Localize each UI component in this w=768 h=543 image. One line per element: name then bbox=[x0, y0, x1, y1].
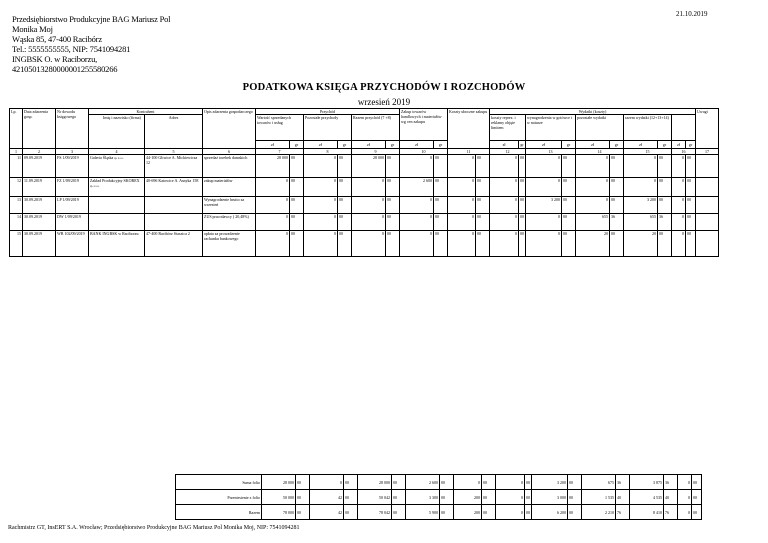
amount-gr: 00 bbox=[290, 197, 304, 214]
amount-gr: 00 bbox=[434, 197, 448, 214]
row-doc: FZ 1/09/2019 bbox=[56, 178, 89, 197]
amount-zl: 3 200 bbox=[532, 475, 568, 490]
zl: zł bbox=[576, 141, 610, 149]
gr: gr bbox=[562, 141, 576, 149]
amount-zl: 0 bbox=[672, 231, 686, 257]
amount-zl: 0 bbox=[448, 197, 476, 214]
amount-zl: 28 000 bbox=[358, 475, 392, 490]
amount-gr: 00 bbox=[434, 231, 448, 257]
amount-zl: 0 bbox=[400, 214, 434, 231]
gr: gr bbox=[658, 141, 672, 149]
amount-zl: 0 bbox=[526, 155, 562, 178]
amount-gr: 00 bbox=[525, 490, 532, 505]
row-address: 40-696 Katowice A. Asnyka 158 bbox=[145, 178, 203, 197]
hdr-total-exp: razem wydatki (12+13+14) bbox=[624, 115, 672, 141]
print-date: 21.10.2019 bbox=[676, 10, 708, 18]
contractor-name: BANK INGBSK w Raciborzu bbox=[90, 231, 139, 236]
amount-gr: 00 bbox=[290, 155, 304, 178]
hdr-name: Imię i nazwisko (firma) bbox=[89, 115, 145, 149]
company-account: 42105013280000001255580266 bbox=[12, 64, 118, 74]
amount-zl: 0 bbox=[672, 155, 686, 178]
col-num: 5 bbox=[145, 149, 203, 155]
amount-gr: 00 bbox=[338, 178, 352, 197]
row-notes bbox=[696, 178, 719, 197]
amount-gr: 00 bbox=[568, 475, 582, 490]
amount-zl: 0 bbox=[448, 178, 476, 197]
table-row bbox=[10, 155, 719, 178]
amount-zl: 0 bbox=[310, 475, 344, 490]
amount-gr: 00 bbox=[296, 490, 310, 505]
amount-gr: 00 bbox=[290, 178, 304, 197]
row-date: 30.09.2019 bbox=[23, 214, 56, 231]
row-date: 30.09.2019 bbox=[23, 231, 56, 257]
amount-zl: 0 bbox=[448, 214, 476, 231]
hdr-other-exp: pozostałe wydatki bbox=[576, 115, 624, 141]
amount-zl: 50 000 bbox=[262, 490, 296, 505]
amount-gr: 00 bbox=[476, 178, 490, 197]
amount-zl: 0 bbox=[496, 505, 525, 520]
col-num: 14 bbox=[576, 149, 624, 155]
row-address bbox=[145, 197, 203, 214]
footer-text: Rachmistrz GT, InsERT S.A. Wrocław; Przedsiębiorstwo Produkcyjne BAG Mariusz Pol Monika Moj, NIP: 7541094281 bbox=[8, 525, 300, 531]
amount-zl: 0 bbox=[490, 155, 519, 178]
header-row-2 bbox=[10, 115, 719, 141]
amount-zl: 0 bbox=[256, 231, 290, 257]
zl: zł bbox=[256, 141, 290, 149]
summary-row bbox=[176, 505, 702, 520]
amount-zl: 0 bbox=[454, 475, 482, 490]
document-title: PODATKOWA KSIĘGA PRZYCHODÓW I ROZCHODÓW bbox=[242, 82, 526, 93]
amount-zl: 0 bbox=[352, 197, 386, 214]
amount-zl: 3 000 bbox=[532, 490, 568, 505]
amount-zl: 20 bbox=[624, 231, 658, 257]
amount-gr: 00 bbox=[686, 231, 696, 257]
amount-gr: 00 bbox=[692, 475, 702, 490]
row-name bbox=[89, 197, 145, 214]
amount-zl: 42 bbox=[310, 490, 344, 505]
amount-zl: 0 bbox=[448, 231, 476, 257]
amount-zl: 28 000 bbox=[352, 155, 386, 178]
col-num: 15 bbox=[624, 149, 672, 155]
amount-zl: 42 bbox=[310, 505, 344, 520]
amount-zl: 0 bbox=[304, 231, 338, 257]
amount-gr: 00 bbox=[392, 490, 406, 505]
amount-zl: 0 bbox=[352, 214, 386, 231]
gr: gr bbox=[686, 141, 696, 149]
amount-zl: 200 bbox=[454, 505, 482, 520]
col-num: 16 bbox=[672, 149, 696, 155]
contractor-name: Zakład Produkcyjny SKOREX bbox=[90, 178, 140, 183]
amount-gr: 00 bbox=[296, 505, 310, 520]
amount-gr: 00 bbox=[338, 155, 352, 178]
row-doc: DW 1/09/2019 bbox=[56, 214, 89, 231]
col-num: 7 bbox=[256, 149, 304, 155]
col-num: 12 bbox=[490, 149, 526, 155]
row-doc: LP 1/09/2019 bbox=[56, 197, 89, 214]
amount-zl: 0 bbox=[304, 214, 338, 231]
amount-zl: 0 bbox=[672, 197, 686, 214]
hdr-side-costs: Koszty uboczne zakupu bbox=[448, 109, 490, 149]
amount-zl: 8 410 bbox=[630, 505, 664, 520]
hdr-empty bbox=[672, 115, 696, 141]
amount-zl: 0 bbox=[526, 214, 562, 231]
amount-zl: 200 bbox=[454, 490, 482, 505]
row-notes bbox=[696, 231, 719, 257]
hdr-doc: Nr dowodu księgowego bbox=[56, 109, 89, 149]
table-row bbox=[10, 197, 719, 214]
row-notes bbox=[696, 197, 719, 214]
summary-label: Suma folio bbox=[176, 475, 262, 490]
amount-zl: 0 bbox=[256, 214, 290, 231]
amount-zl: 0 bbox=[400, 197, 434, 214]
amount-gr: 00 bbox=[338, 231, 352, 257]
row-description: opłata za prowadzenie rachunku bankowego bbox=[203, 231, 256, 257]
amount-gr: 00 bbox=[482, 475, 496, 490]
col-num: 1 bbox=[10, 149, 23, 155]
amount-gr: 00 bbox=[686, 214, 696, 231]
hdr-records: koszty reprez. i reklamy objęte limitem bbox=[490, 115, 526, 141]
table-row bbox=[10, 231, 719, 257]
col-num: 13 bbox=[526, 149, 576, 155]
amount-gr: 00 bbox=[392, 505, 406, 520]
amount-gr: 00 bbox=[344, 505, 358, 520]
row-address: 47-400 Racibórz Staszica 2 bbox=[145, 231, 203, 257]
amount-gr: 00 bbox=[658, 155, 672, 178]
zl: zł bbox=[490, 141, 519, 149]
amount-zl: 0 bbox=[352, 231, 386, 257]
amount-zl: 0 bbox=[490, 197, 519, 214]
amount-zl: 0 bbox=[490, 214, 519, 231]
amount-gr: 00 bbox=[338, 214, 352, 231]
amount-gr: 00 bbox=[519, 231, 526, 257]
amount-zl: 28 000 bbox=[262, 475, 296, 490]
col-num: 11 bbox=[448, 149, 490, 155]
amount-gr: 40 bbox=[664, 490, 678, 505]
col-num: 8 bbox=[304, 149, 352, 155]
amount-zl: 0 bbox=[672, 214, 686, 231]
amount-zl: 20 bbox=[576, 231, 610, 257]
gr: gr bbox=[434, 141, 448, 149]
amount-zl: 0 bbox=[678, 505, 692, 520]
zl: zł bbox=[526, 141, 562, 149]
zl: zł bbox=[624, 141, 658, 149]
amount-zl: 50 042 bbox=[358, 490, 392, 505]
amount-gr: 00 bbox=[658, 197, 672, 214]
gr: gr bbox=[290, 141, 304, 149]
gr: gr bbox=[520, 142, 524, 147]
amount-zl: 655 bbox=[624, 214, 658, 231]
amount-gr: 00 bbox=[386, 155, 400, 178]
amount-gr: 00 bbox=[686, 155, 696, 178]
amount-gr: 00 bbox=[386, 178, 400, 197]
zl: zł bbox=[400, 141, 434, 149]
amount-zl: 78 042 bbox=[358, 505, 392, 520]
amount-zl: 0 bbox=[496, 490, 525, 505]
row-description: sprzedaż torebek damskich bbox=[203, 155, 256, 178]
hdr-desc: Opis zdarzenia gospodarczego bbox=[203, 109, 256, 149]
amount-zl: 0 bbox=[304, 155, 338, 178]
amount-gr: 00 bbox=[519, 197, 526, 214]
amount-gr: 00 bbox=[610, 178, 624, 197]
table-row bbox=[10, 214, 719, 231]
amount-zl: 2 600 bbox=[400, 178, 434, 197]
amount-gr: 00 bbox=[686, 197, 696, 214]
row-notes bbox=[696, 214, 719, 231]
amount-gr: 00 bbox=[562, 155, 576, 178]
amount-gr: 00 bbox=[344, 475, 358, 490]
amount-zl: 28 000 bbox=[256, 155, 290, 178]
hdr-salaries: wynagrodzenia w gotówce i w naturze bbox=[526, 115, 576, 141]
amount-gr: 00 bbox=[344, 490, 358, 505]
row-date: 11.09.2019 bbox=[23, 178, 56, 197]
summary-table bbox=[175, 474, 702, 520]
col-num: 3 bbox=[56, 149, 89, 155]
company-phone-nip: Tel.: 5555555555, NIP: 7541094281 bbox=[12, 44, 131, 54]
amount-zl: 675 bbox=[582, 475, 616, 490]
amount-gr: 00 bbox=[658, 231, 672, 257]
col-num: 17 bbox=[696, 149, 719, 155]
company-bank: INGBSK O. w Raciborzu, bbox=[12, 54, 98, 64]
amount-zl: 0 bbox=[678, 490, 692, 505]
ledger-table bbox=[9, 108, 719, 257]
row-doc: FS 1/09/2019 bbox=[56, 155, 89, 178]
row-name bbox=[89, 178, 145, 197]
amount-gr: 00 bbox=[610, 197, 624, 214]
amount-gr: 76 bbox=[616, 505, 630, 520]
row-name bbox=[89, 214, 145, 231]
amount-zl: 0 bbox=[526, 231, 562, 257]
amount-gr: 40 bbox=[616, 490, 630, 505]
contractor-suffix: sp. z o.o. bbox=[90, 185, 100, 188]
amount-gr: 00 bbox=[610, 231, 624, 257]
amount-zl: 0 bbox=[624, 155, 658, 178]
col-num: 2 bbox=[23, 149, 56, 155]
amount-gr: 00 bbox=[386, 197, 400, 214]
amount-zl: 0 bbox=[490, 231, 519, 257]
hdr-date: Data zdarzenia gosp. bbox=[23, 109, 56, 149]
contractor-suffix: sp. z o.o. bbox=[114, 157, 124, 160]
row-name bbox=[89, 155, 145, 178]
amount-gr: 00 bbox=[562, 231, 576, 257]
gr: gr bbox=[610, 141, 624, 149]
hdr-other-rev: Pozostałe przychody bbox=[304, 115, 352, 141]
amount-gr: 00 bbox=[392, 475, 406, 490]
contractor-name: Galeria Śląska bbox=[90, 155, 114, 160]
amount-zl: 0 bbox=[576, 178, 610, 197]
owner-name: Monika Moj bbox=[12, 24, 53, 34]
amount-zl: 78 000 bbox=[262, 505, 296, 520]
hdr-sales: Wartość sprzedanych towarów i usług bbox=[256, 115, 304, 141]
amount-gr: 00 bbox=[434, 155, 448, 178]
amount-gr: 36 bbox=[616, 475, 630, 490]
amount-gr: 00 bbox=[290, 214, 304, 231]
amount-zl: 0 bbox=[672, 178, 686, 197]
company-header bbox=[12, 14, 170, 74]
amount-gr: 00 bbox=[338, 197, 352, 214]
row-date: 09.09.2019 bbox=[23, 155, 56, 178]
amount-zl: 0 bbox=[678, 475, 692, 490]
amount-zl: 0 bbox=[304, 197, 338, 214]
amount-gr: 00 bbox=[434, 214, 448, 231]
summary-label: Przeniesienie z folio bbox=[176, 490, 262, 505]
gr: gr bbox=[338, 141, 352, 149]
amount-zl: 3 200 bbox=[526, 197, 562, 214]
amount-gr: 00 bbox=[476, 231, 490, 257]
row-description: zakup materiałów bbox=[203, 178, 256, 197]
amount-gr: 00 bbox=[525, 475, 532, 490]
amount-gr: 00 bbox=[476, 197, 490, 214]
hdr-lp: Lp. bbox=[10, 109, 23, 149]
amount-gr: 00 bbox=[476, 155, 490, 178]
row-lp: 12 bbox=[10, 178, 23, 197]
amount-zl: 3 300 bbox=[406, 490, 440, 505]
amount-gr: 00 bbox=[519, 155, 526, 178]
row-address bbox=[145, 214, 203, 231]
row-lp: 15 bbox=[10, 231, 23, 257]
amount-zl: 0 bbox=[400, 231, 434, 257]
summary-row bbox=[176, 475, 702, 490]
amount-gr: 00 bbox=[482, 505, 496, 520]
row-description: Wynagrodzenie brutto za wrzesień bbox=[203, 197, 256, 214]
summary-row bbox=[176, 490, 702, 505]
col-num: 4 bbox=[89, 149, 145, 155]
amount-gr: 00 bbox=[440, 490, 454, 505]
amount-zl: 0 bbox=[256, 197, 290, 214]
amount-gr: 00 bbox=[519, 214, 526, 231]
row-description: ZUS pracodawcy ( 20,48%) bbox=[203, 214, 256, 231]
amount-gr: 00 bbox=[296, 475, 310, 490]
amount-gr: 00 bbox=[482, 490, 496, 505]
summary-label: Razem bbox=[176, 505, 262, 520]
amount-zl: 655 bbox=[576, 214, 610, 231]
amount-zl: 0 bbox=[352, 178, 386, 197]
zl: zł bbox=[352, 141, 386, 149]
row-address: 44-100 Gliwice A. Mickiewicza 12 bbox=[145, 155, 203, 178]
row-lp: 14 bbox=[10, 214, 23, 231]
amount-zl: 2 210 bbox=[582, 505, 616, 520]
amount-gr: 36 bbox=[664, 475, 678, 490]
amount-gr: 00 bbox=[568, 505, 582, 520]
amount-gr: 00 bbox=[290, 231, 304, 257]
amount-gr: 00 bbox=[440, 505, 454, 520]
hdr-total-rev: Razem przychód (7 +8) bbox=[352, 115, 400, 141]
amount-zl: 0 bbox=[496, 475, 525, 490]
amount-zl: 0 bbox=[576, 197, 610, 214]
amount-gr: 00 bbox=[386, 214, 400, 231]
row-lp: 11 bbox=[10, 155, 23, 178]
amount-zl: 0 bbox=[304, 178, 338, 197]
document-period: wrzesień 2019 bbox=[357, 97, 411, 107]
amount-gr: 00 bbox=[434, 178, 448, 197]
amount-zl: 4 535 bbox=[630, 490, 664, 505]
amount-zl: 0 bbox=[448, 155, 476, 178]
amount-gr: 36 bbox=[658, 214, 672, 231]
amount-gr: 00 bbox=[568, 490, 582, 505]
gr: gr bbox=[386, 141, 400, 149]
row-notes bbox=[696, 155, 719, 178]
amount-zl: 5 900 bbox=[406, 505, 440, 520]
amount-zl: 0 bbox=[400, 155, 434, 178]
table-row bbox=[10, 178, 719, 197]
amount-gr: 00 bbox=[692, 490, 702, 505]
company-name: Przedsiębiorstwo Produkcyjne BAG Mariusz Pol bbox=[12, 14, 171, 24]
row-lp: 13 bbox=[10, 197, 23, 214]
amount-zl: 0 bbox=[576, 155, 610, 178]
hdr-expenses: Wydatki (koszty) bbox=[490, 109, 696, 115]
amount-gr: 76 bbox=[664, 505, 678, 520]
zl: zł bbox=[304, 141, 338, 149]
col-num: 6 bbox=[203, 149, 256, 155]
hdr-address: Adres bbox=[145, 115, 203, 149]
amount-zl: 3 200 bbox=[624, 197, 658, 214]
hdr-revenue: Przychód bbox=[256, 109, 400, 115]
amount-gr: 00 bbox=[686, 178, 696, 197]
col-num: 9 bbox=[352, 149, 400, 155]
amount-zl: 6 200 bbox=[532, 505, 568, 520]
row-doc: WB 102/09/2019 bbox=[56, 231, 89, 257]
amount-zl: 1 535 bbox=[582, 490, 616, 505]
amount-zl: 3 875 bbox=[630, 475, 664, 490]
amount-gr: 00 bbox=[610, 155, 624, 178]
amount-gr: 00 bbox=[440, 475, 454, 490]
ledger-rows bbox=[10, 155, 719, 257]
col-num: 10 bbox=[400, 149, 448, 155]
amount-gr: 00 bbox=[525, 505, 532, 520]
amount-zl: 0 bbox=[256, 178, 290, 197]
amount-zl: 2 600 bbox=[406, 475, 440, 490]
hdr-contractor: Kontrahent bbox=[89, 109, 203, 115]
amount-gr: 00 bbox=[519, 178, 526, 197]
zl: zł bbox=[672, 141, 686, 149]
amount-gr: 00 bbox=[658, 178, 672, 197]
amount-gr: 00 bbox=[562, 178, 576, 197]
amount-gr: 00 bbox=[692, 505, 702, 520]
amount-gr: 00 bbox=[562, 214, 576, 231]
row-name bbox=[89, 231, 145, 257]
company-address: Wąska 85, 47-400 Racibórz bbox=[12, 34, 102, 44]
amount-zl: 0 bbox=[490, 178, 519, 197]
hdr-purchase: Zakup towarów handlowych i materiałów wg cen zakupu bbox=[400, 109, 448, 141]
amount-gr: 36 bbox=[610, 214, 624, 231]
amount-gr: 00 bbox=[562, 197, 576, 214]
amount-gr: 00 bbox=[386, 231, 400, 257]
amount-gr: 00 bbox=[476, 214, 490, 231]
hdr-notes: Uwagi bbox=[696, 109, 719, 149]
amount-zl: 0 bbox=[526, 178, 562, 197]
row-date: 30.09.2019 bbox=[23, 197, 56, 214]
amount-zl: 0 bbox=[624, 178, 658, 197]
